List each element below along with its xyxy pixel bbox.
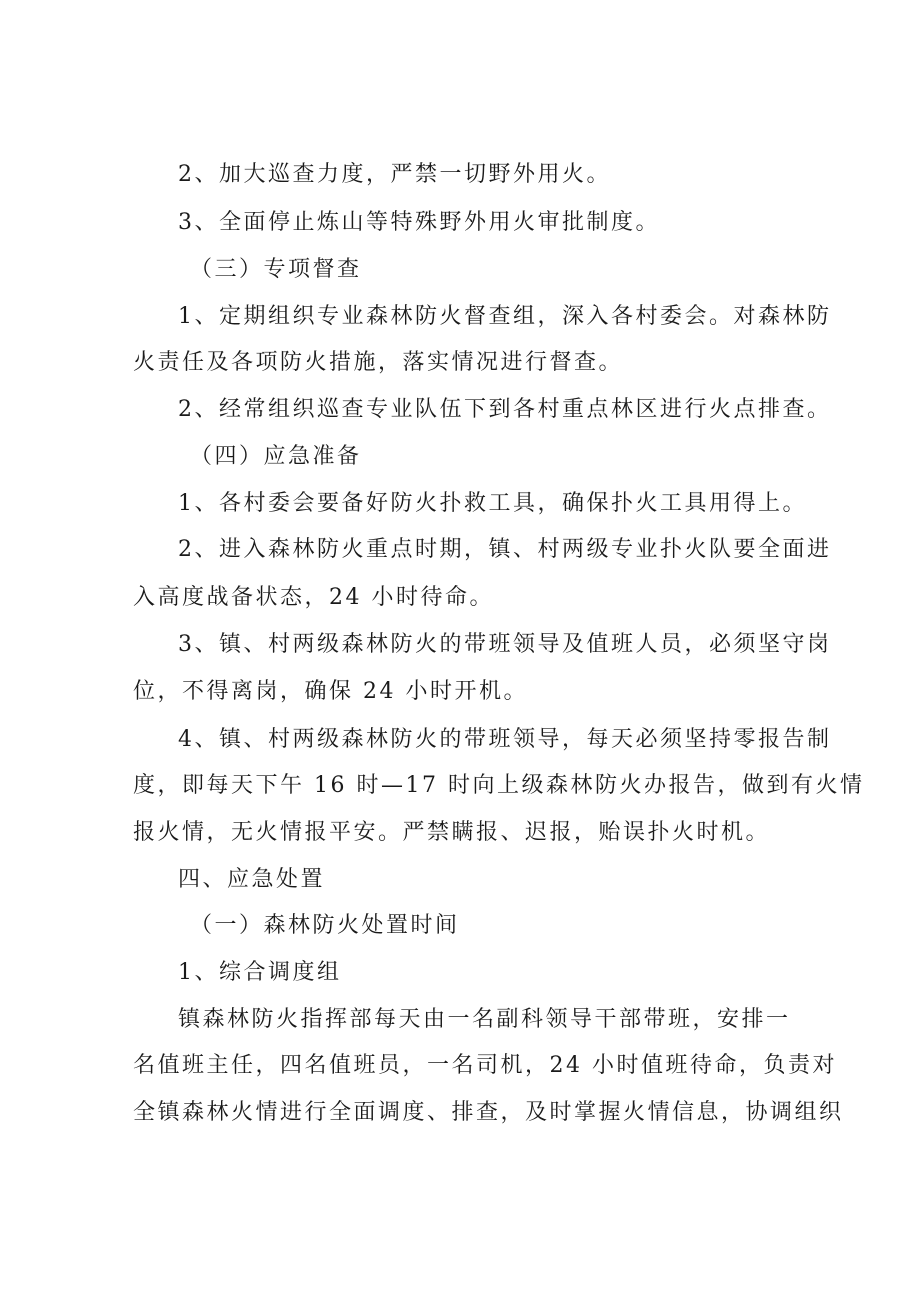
text-line: 1、定期组织专业森林防火督查组，深入各村委会。对森林防 (178, 304, 832, 329)
text-line: 火责任及各项防火措施，落实情况进行督查。 (133, 350, 624, 375)
text-line: 入高度战备状态，24 小时待命。 (133, 585, 494, 610)
text-line: 度，即每天下午 16 时—17 时向上级森林防火办报告，做到有火情 (133, 773, 865, 798)
subsection-heading: （一）森林防火处置时间 (190, 913, 460, 938)
text-line: 全镇森林火情进行全面调度、排查，及时掌握火情信息，协调组织 (133, 1100, 844, 1125)
text-line: 1、各村委会要备好防火扑救工具，确保扑火工具用得上。 (178, 491, 807, 516)
section-heading: 四、应急处置 (178, 867, 326, 892)
text-line: 报火情，无火情报平安。严禁瞒报、迟报，贻误扑火时机。 (133, 820, 771, 845)
section-heading: （四）应急准备 (190, 444, 362, 469)
text-line: 2、进入森林防火重点时期，镇、村两级专业扑火队要全面进 (178, 537, 832, 562)
text-line: 4、镇、村两级森林防火的带班领导，每天必须坚持零报告制 (178, 727, 832, 752)
text-line: 名值班主任，四名值班员，一名司机，24 小时值班待命，负责对 (133, 1053, 837, 1078)
text-line: 位，不得离岗，确保 24 小时开机。 (133, 679, 528, 704)
section-heading: （三）专项督查 (190, 257, 362, 282)
text-line: 镇森林防火指挥部每天由一名副科领导干部带班，安排一 (178, 1007, 791, 1032)
text-line: 2、加大巡查力度，严禁一切野外用火。 (178, 162, 611, 187)
text-line: 2、经常组织巡查专业队伍下到各村重点林区进行火点排查。 (178, 397, 832, 422)
text-line: 1、综合调度组 (178, 960, 342, 985)
text-line: 3、全面停止炼山等特殊野外用火审批制度。 (178, 210, 660, 235)
text-line: 3、镇、村两级森林防火的带班领导及值班人员，必须坚守岗 (178, 632, 832, 657)
